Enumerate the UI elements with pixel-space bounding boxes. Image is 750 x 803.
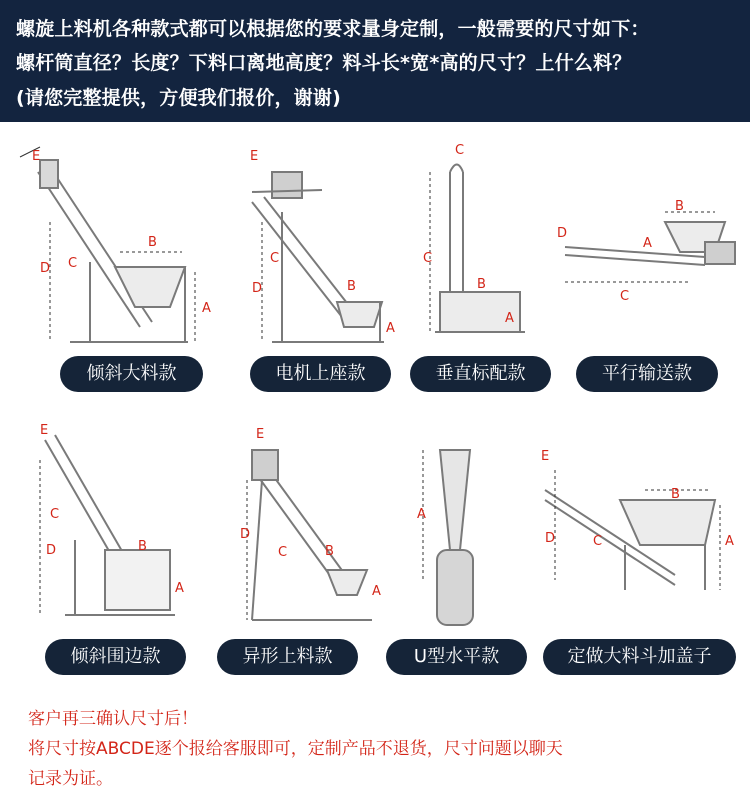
dim-label-c: C xyxy=(68,256,78,271)
dim-label-c: C xyxy=(620,289,630,304)
diagram-u-type xyxy=(405,420,590,640)
dim-label-d: D xyxy=(40,261,51,276)
dim-label-e: E xyxy=(40,423,49,438)
dim-label-b: B xyxy=(148,235,157,250)
model-pill-u-type: U型水平款 xyxy=(386,639,527,675)
model-pill-inclined-surround: 倾斜围边款 xyxy=(45,639,186,675)
model-pill-horizontal-conveyor: 平行输送款 xyxy=(576,356,718,392)
footer-note-2: 将尺寸按ABCDE逐个报给客服即可，定制产品不退货，尺寸问题以聊天 xyxy=(28,739,563,759)
dim-label-b: B xyxy=(671,487,680,502)
header-line-3: (请您完整提供，方便我们报价，谢谢) xyxy=(16,87,341,109)
dim-label-d: D xyxy=(557,226,568,241)
diagram-motor-base xyxy=(212,142,397,362)
dim-label-e: E xyxy=(250,149,259,164)
diagram-horizontal-conveyor xyxy=(557,142,750,362)
footer-note-1: 客户再三确认尺寸后！ xyxy=(28,709,198,729)
dim-label-b: B xyxy=(477,277,486,292)
model-pill-vertical-standard: 垂直标配款 xyxy=(410,356,551,392)
dim-label-d: D xyxy=(46,543,57,558)
model-pill-special-shape: 异形上料款 xyxy=(217,639,358,675)
dim-label-e: E xyxy=(32,149,41,164)
diagram-inclined-surround xyxy=(10,420,195,640)
dim-label-c: C xyxy=(593,534,603,549)
dim-label-d: D xyxy=(252,281,263,296)
dim-label-c: C xyxy=(270,251,280,266)
dim-label-a: A xyxy=(505,311,514,326)
dim-label-b: B xyxy=(675,199,684,214)
diagram-large-hopper-lid xyxy=(541,420,750,640)
dim-label-a: A xyxy=(372,584,381,599)
dim-label-b: B xyxy=(325,544,334,559)
dim-label-d: D xyxy=(240,527,251,542)
header-line-1: 螺旋上料机各种款式都可以根据您的要求量身定制，一般需要的尺寸如下： xyxy=(16,18,650,40)
dim-label-a: A xyxy=(202,301,211,316)
dim-label-c: C xyxy=(278,545,288,560)
diagram-special-shape xyxy=(212,420,397,640)
dim-label-b: B xyxy=(138,539,147,554)
footer-note-3: 记录为证。 xyxy=(28,769,113,789)
dim-label-d: D xyxy=(545,531,556,546)
diagram-inclined-large xyxy=(10,142,211,362)
dim-label-c: C xyxy=(423,251,433,266)
model-pill-motor-base: 电机上座款 xyxy=(250,356,391,392)
header-banner xyxy=(0,0,750,122)
diagram-vertical-standard xyxy=(405,142,590,362)
model-pill-inclined-large: 倾斜大料款 xyxy=(60,356,203,392)
dim-label-c-top: C xyxy=(455,143,465,158)
model-grid xyxy=(0,122,750,674)
dim-label-a: A xyxy=(725,534,734,549)
header-line-2: 螺杆筒直径？长度？下料口离地高度？料斗长*宽*高的尺寸？上什么料？ xyxy=(16,52,632,74)
dim-label-a: A xyxy=(175,581,184,596)
dim-label-a: A xyxy=(643,236,652,251)
dim-label-e: E xyxy=(256,427,265,442)
dim-label-a: A xyxy=(417,507,426,522)
dim-label-b: B xyxy=(347,279,356,294)
model-pill-large-hopper-lid: 定做大料斗加盖子 xyxy=(543,639,736,675)
dim-label-e: E xyxy=(541,449,550,464)
dim-label-a: A xyxy=(386,321,395,336)
dim-label-c: C xyxy=(50,507,60,522)
